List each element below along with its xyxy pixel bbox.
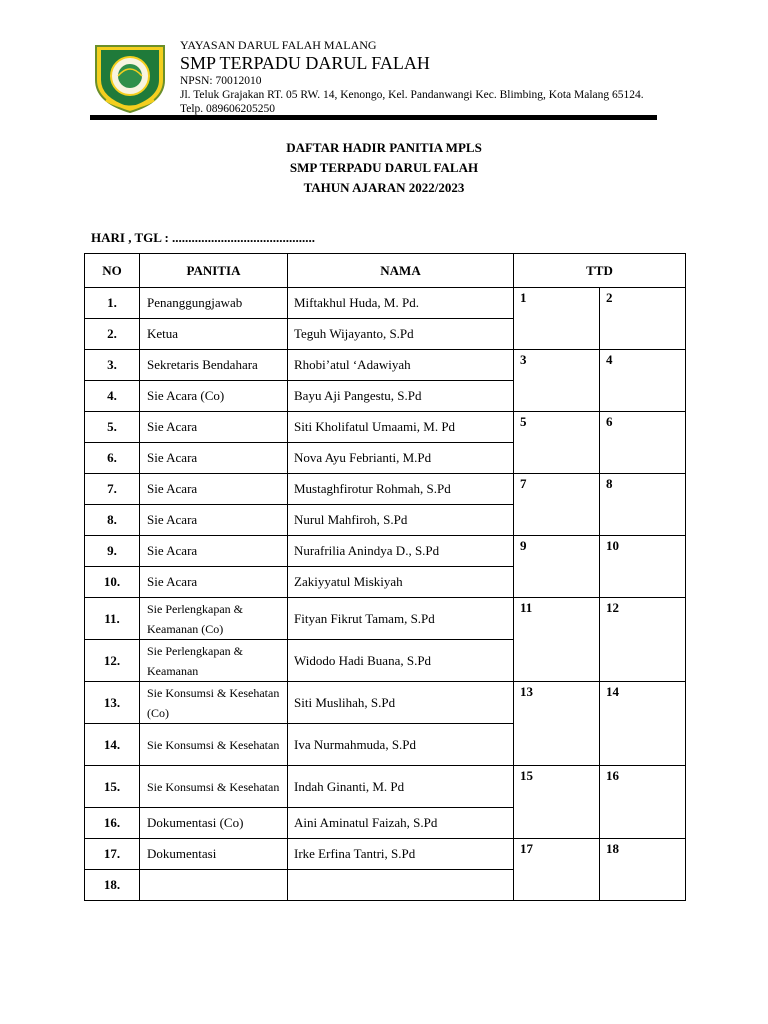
role-cell [140, 870, 288, 901]
signature-cell[interactable]: 1 [514, 288, 600, 350]
table-row [85, 536, 686, 567]
row-number: 18. [85, 870, 140, 901]
header-nama: NAMA [288, 254, 514, 288]
row-number: 1. [85, 288, 140, 319]
signature-cell[interactable]: 11 [514, 598, 600, 682]
table-row [85, 839, 686, 870]
date-line: HARI , TGL : ............................................ [91, 230, 316, 245]
school-name: SMP TERPADU DARUL FALAH [180, 53, 430, 73]
name-cell: Irke Erfina Tantri, S.Pd [288, 839, 514, 870]
table-row [85, 288, 686, 319]
role-cell: Sie Konsumsi & Kesehatan [140, 724, 288, 766]
table-header-row [85, 254, 686, 288]
row-number: 3. [85, 350, 140, 381]
title-line-3: TAHUN AJARAN 2022/2023 [303, 180, 465, 195]
role-cell: Sie Konsumsi & Kesehatan (Co) [140, 682, 288, 724]
title-line-2: SMP TERPADU DARUL FALAH [289, 160, 479, 175]
school-address: Jl. Teluk Grajakan RT. 05 RW. 14, Kenongo, Kel. Pandanwangi Kec. Blimbing, Kota Malang 65124. Telp. 089606205250 [180, 89, 644, 115]
name-cell: Rhobi’atul ‘Adawiyah [288, 350, 514, 381]
name-cell [288, 870, 514, 901]
signature-cell[interactable]: 16 [600, 766, 686, 839]
signature-cell[interactable]: 12 [600, 598, 686, 682]
name-cell: Siti Kholifatul Umaami, M. Pd [288, 412, 514, 443]
signature-cell[interactable]: 6 [600, 412, 686, 474]
row-number: 15. [85, 766, 140, 808]
row-number: 14. [85, 724, 140, 766]
role-cell: Sie Perlengkapan & Keamanan [140, 640, 288, 682]
name-cell: Bayu Aji Pangestu, S.Pd [288, 381, 514, 412]
row-number: 5. [85, 412, 140, 443]
signature-cell[interactable]: 15 [514, 766, 600, 839]
role-cell: Sekretaris Bendahara [140, 350, 288, 381]
role-cell: Sie Perlengkapan & Keamanan (Co) [140, 598, 288, 640]
role-cell: Sie Acara [140, 443, 288, 474]
table-row [85, 350, 686, 381]
signature-cell[interactable]: 3 [514, 350, 600, 412]
role-cell: Sie Acara (Co) [140, 381, 288, 412]
header-ttd: TTD [514, 254, 686, 288]
npsn: NPSN: 70012010 [180, 75, 262, 87]
row-number: 13. [85, 682, 140, 724]
header-no: NO [85, 254, 140, 288]
title-line-1: DAFTAR HADIR PANITIA MPLS [286, 140, 482, 155]
signature-cell[interactable]: 4 [600, 350, 686, 412]
signature-cell[interactable]: 8 [600, 474, 686, 536]
signature-cell[interactable]: 13 [514, 682, 600, 766]
role-cell: Ketua [140, 319, 288, 350]
signature-cell[interactable]: 14 [600, 682, 686, 766]
signature-cell[interactable]: 2 [600, 288, 686, 350]
name-cell: Teguh Wijayanto, S.Pd [288, 319, 514, 350]
row-number: 4. [85, 381, 140, 412]
role-cell: Dokumentasi (Co) [140, 808, 288, 839]
name-cell: Nurafrilia Anindya D., S.Pd [288, 536, 514, 567]
name-cell: Mustaghfirotur Rohmah, S.Pd [288, 474, 514, 505]
name-cell: Nurul Mahfiroh, S.Pd [288, 505, 514, 536]
role-cell: Sie Acara [140, 536, 288, 567]
table-row [85, 682, 686, 724]
row-number: 11. [85, 598, 140, 640]
name-cell: Widodo Hadi Buana, S.Pd [288, 640, 514, 682]
name-cell: Fityan Fikrut Tamam, S.Pd [288, 598, 514, 640]
name-cell: Aini Aminatul Faizah, S.Pd [288, 808, 514, 839]
row-number: 8. [85, 505, 140, 536]
letterhead-divider [90, 115, 657, 120]
row-number: 6. [85, 443, 140, 474]
row-number: 16. [85, 808, 140, 839]
row-number: 17. [85, 839, 140, 870]
signature-cell[interactable]: 10 [600, 536, 686, 598]
signature-cell[interactable]: 18 [600, 839, 686, 901]
signature-cell[interactable]: 7 [514, 474, 600, 536]
name-cell: Indah Ginanti, M. Pd [288, 766, 514, 808]
name-cell: Miftakhul Huda, M. Pd. [288, 288, 514, 319]
table-row [85, 598, 686, 640]
foundation-name: YAYASAN DARUL FALAH MALANG [180, 38, 377, 52]
row-number: 7. [85, 474, 140, 505]
role-cell: Dokumentasi [140, 839, 288, 870]
role-cell: Sie Acara [140, 412, 288, 443]
table-row [85, 766, 686, 808]
signature-cell[interactable]: 17 [514, 839, 600, 901]
role-cell: Sie Acara [140, 474, 288, 505]
row-number: 12. [85, 640, 140, 682]
row-number: 9. [85, 536, 140, 567]
signature-cell[interactable]: 9 [514, 536, 600, 598]
row-number: 10. [85, 567, 140, 598]
role-cell: Sie Acara [140, 505, 288, 536]
name-cell: Nova Ayu Febrianti, M.Pd [288, 443, 514, 474]
name-cell: Iva Nurmahmuda, S.Pd [288, 724, 514, 766]
document-title [0, 138, 768, 198]
table-row [85, 412, 686, 443]
role-cell: Penanggungjawab [140, 288, 288, 319]
school-logo [92, 40, 168, 114]
header-panitia: PANITIA [140, 254, 288, 288]
row-number: 2. [85, 319, 140, 350]
letterhead [180, 38, 660, 116]
name-cell: Siti Muslihah, S.Pd [288, 682, 514, 724]
table-row [85, 474, 686, 505]
role-cell: Sie Acara [140, 567, 288, 598]
signature-cell[interactable]: 5 [514, 412, 600, 474]
name-cell: Zakiyyatul Miskiyah [288, 567, 514, 598]
attendance-table [84, 253, 686, 901]
role-cell: Sie Konsumsi & Kesehatan [140, 766, 288, 808]
